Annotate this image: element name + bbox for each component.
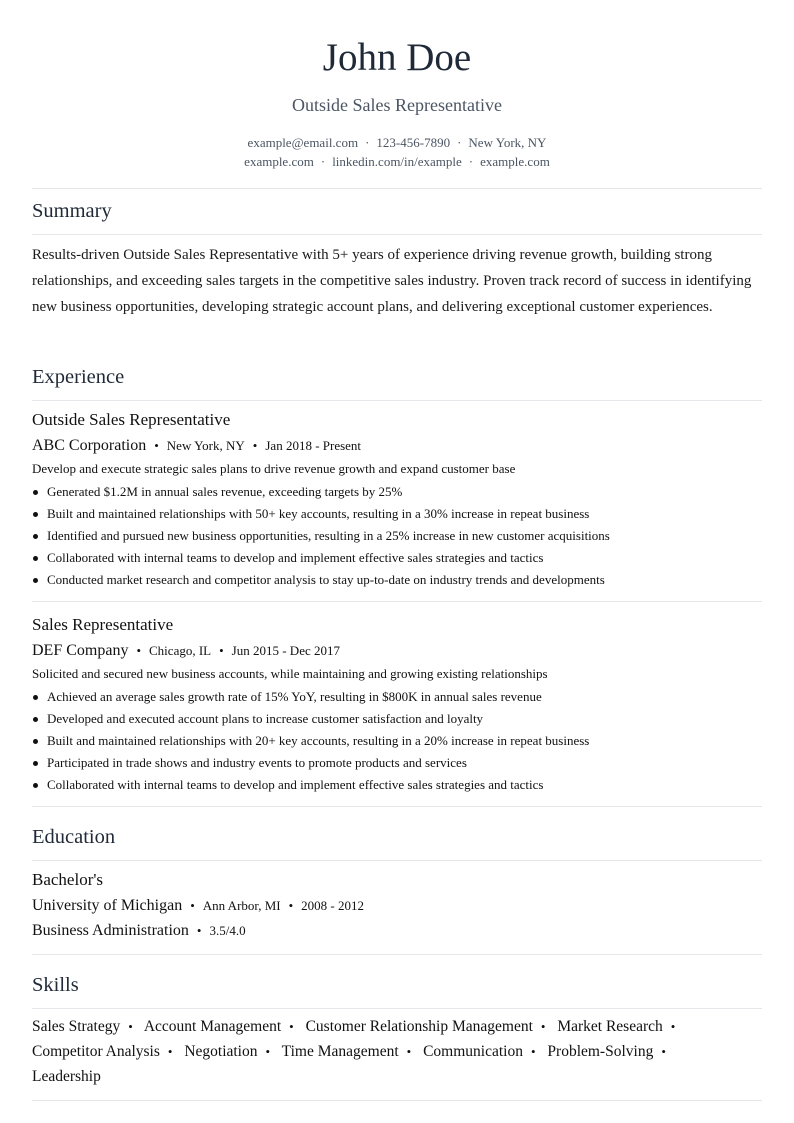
contact-separator: ·: [457, 135, 462, 150]
skill-separator: •: [265, 1044, 271, 1059]
divider: [32, 188, 762, 189]
job-bullet: Conducted market research and competitor analysis to stay up-to-date on industry trends and developments: [32, 569, 762, 591]
skill-item: Negotiation: [184, 1043, 258, 1060]
divider: [32, 601, 762, 602]
contact-row-links: [32, 153, 762, 171]
resume-name: John Doe: [322, 36, 472, 79]
divider: [32, 954, 762, 955]
job-meta: [32, 435, 361, 457]
experience-heading: Experience: [32, 366, 125, 388]
summary-heading: Summary: [32, 200, 112, 222]
skill-separator: •: [661, 1044, 666, 1059]
contact-separator: ·: [468, 154, 474, 169]
job-location: New York, NY: [166, 438, 245, 453]
job-bullet-list: [32, 481, 762, 591]
education-location: Ann Arbor, MI: [202, 898, 281, 913]
contact-location: New York, NY: [468, 135, 547, 150]
contact-separator: ·: [365, 135, 370, 150]
contact-phone[interactable]: 123-456-7890: [376, 135, 451, 150]
meta-bullet: •: [136, 643, 142, 658]
contact-linkedin[interactable]: linkedin.com/in/example: [332, 154, 462, 169]
job-bullet: Identified and pursued new business opportunities, resulting in a 25% increase in new customer acquisitions: [32, 525, 762, 547]
meta-bullet: •: [196, 923, 202, 938]
job-bullet: Achieved an average sales growth rate of 15% YoY, resulting in $800K in annual sales revenue: [32, 686, 762, 708]
job-bullet: Built and maintained relationships with 20+ key accounts, resulting in a 20% increase in repeat business: [32, 730, 762, 752]
skill-item: Communication: [423, 1043, 523, 1060]
education-dates: 2008 - 2012: [301, 898, 365, 913]
divider: [32, 860, 762, 861]
skill-item: Competitor Analysis: [32, 1043, 160, 1060]
divider: [32, 1008, 762, 1009]
contact-row-primary: [32, 134, 762, 152]
divider: [32, 234, 762, 235]
skill-item: Time Management: [281, 1043, 399, 1060]
divider: [32, 806, 762, 807]
divider: [32, 400, 762, 401]
meta-bullet: •: [288, 898, 294, 913]
job-bullet: Generated $1.2M in annual sales revenue, exceeding targets by 25%: [32, 481, 762, 503]
skills-heading: Skills: [32, 974, 79, 996]
skill-item: Account Management: [143, 1018, 282, 1035]
job-bullet: Built and maintained relationships with 50+ key accounts, resulting in a 30% increase in repeat business: [32, 503, 762, 525]
job-bullet: Participated in trade shows and industry events to promote products and services: [32, 752, 762, 774]
job-dates: Jun 2015 - Dec 2017: [231, 643, 340, 658]
skills-list: [32, 1014, 722, 1089]
meta-bullet: •: [154, 438, 159, 453]
skill-item: Market Research: [557, 1018, 663, 1035]
skill-item: Customer Relationship Management: [305, 1018, 533, 1035]
job-company: DEF Company: [32, 642, 129, 659]
job-title: Sales Representative: [32, 615, 174, 634]
job-title: Outside Sales Representative: [32, 410, 231, 429]
education-degree: Bachelor's: [32, 870, 104, 889]
job-bullet: Collaborated with internal teams to develop and implement effective sales strategies and tactics: [32, 774, 762, 796]
education-heading: Education: [32, 826, 116, 848]
divider: [32, 1100, 762, 1101]
contact-portfolio[interactable]: example.com: [480, 154, 550, 169]
job-bullet: Developed and executed account plans to increase customer satisfaction and loyalty: [32, 708, 762, 730]
job-description: Solicited and secured new business accounts, while maintaining and growing existing relationships: [32, 666, 548, 681]
skill-item: Leadership: [32, 1068, 101, 1085]
skill-separator: •: [167, 1044, 173, 1059]
job-meta: [32, 640, 340, 662]
job-location: Chicago, IL: [149, 643, 212, 658]
summary-text: Results-driven Outside Sales Representative with 5+ years of experience driving revenue growth, building strong relationships, and exceeding sales targets in the competitive sales industry. Proven track record of success in identifying new business opportunities, developing strategic account plans, and delivering exceptional customer experiences.: [32, 247, 752, 315]
skill-separator: •: [289, 1019, 294, 1034]
resume-title: Outside Sales Representative: [292, 95, 502, 115]
job-company: ABC Corporation: [32, 437, 147, 454]
education-school: University of Michigan: [32, 897, 183, 914]
skill-separator: •: [128, 1019, 133, 1034]
skill-separator: •: [540, 1019, 546, 1034]
education-meta: [32, 895, 364, 917]
meta-bullet: •: [252, 438, 258, 453]
skill-separator: •: [406, 1044, 412, 1059]
job-dates: Jan 2018 - Present: [265, 438, 362, 453]
meta-bullet: •: [219, 643, 224, 658]
skill-item: Sales Strategy: [32, 1018, 121, 1035]
skill-item: Problem-Solving: [547, 1043, 654, 1060]
education-gpa: 3.5/4.0: [209, 923, 246, 938]
job-bullet-list: [32, 686, 762, 796]
education-field: Business Administration: [32, 922, 189, 939]
job-bullet: Collaborated with internal teams to develop and implement effective sales strategies and tactics: [32, 547, 762, 569]
meta-bullet: •: [190, 898, 195, 913]
contact-separator: ·: [320, 154, 326, 169]
contact-website[interactable]: example.com: [244, 154, 314, 169]
skill-separator: •: [670, 1019, 676, 1034]
skill-separator: •: [530, 1044, 536, 1059]
contact-email[interactable]: example@email.com: [247, 135, 359, 150]
job-description: Develop and execute strategic sales plans to drive revenue growth and expand customer base: [32, 461, 516, 476]
education-field-row: [32, 920, 246, 942]
